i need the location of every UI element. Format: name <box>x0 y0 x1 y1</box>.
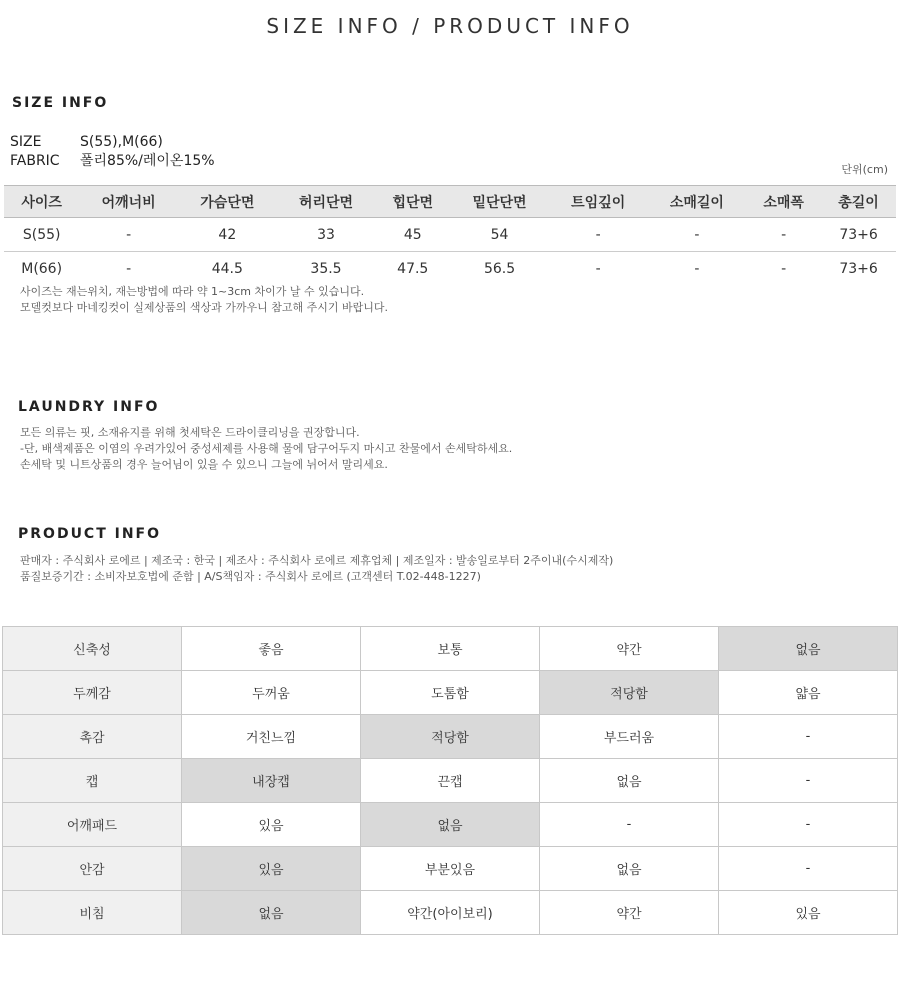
size-table-header-row <box>4 186 896 218</box>
feature-row <box>3 759 898 803</box>
feature-option-selected: 없음 <box>182 891 361 935</box>
feature-row <box>3 627 898 671</box>
feature-option-selected: 적당함 <box>361 715 540 759</box>
feature-option-selected: 적당함 <box>540 671 719 715</box>
size-note-line: 사이즈는 재는위치, 재는방법에 따라 약 1~3cm 차이가 날 수 있습니다. <box>20 285 365 298</box>
size-info-heading: SIZE INFO <box>12 95 109 111</box>
size-note-line: 모델컷보다 마네킹컷이 실제상품의 색상과 가까우니 참고해 주시기 바랍니다. <box>20 301 389 314</box>
size-value: S(55),M(66) <box>80 134 163 150</box>
feature-option: 없음 <box>540 759 719 803</box>
feature-option: 약간 <box>540 627 719 671</box>
table-cell: - <box>79 218 178 252</box>
feature-option-selected: 있음 <box>182 847 361 891</box>
fabric-value: 폴리85%/레이온15% <box>80 153 215 169</box>
feature-option: 좋음 <box>182 627 361 671</box>
size-label: SIZE <box>10 134 42 150</box>
table-cell: 44.5 <box>211 260 243 277</box>
size-table-header: 허리단면 <box>277 186 376 218</box>
feature-row <box>3 847 898 891</box>
table-cell: 33 <box>277 218 376 252</box>
feature-label: 비침 <box>3 891 182 935</box>
table-cell: 42 <box>178 218 277 252</box>
feature-option: 약간 <box>540 891 719 935</box>
feature-option-selected: 없음 <box>719 627 898 671</box>
feature-option: 부드러움 <box>540 715 719 759</box>
feature-option-selected: 내장캡 <box>182 759 361 803</box>
size-table-header: 소매폭 <box>746 186 821 218</box>
feature-option: 보통 <box>361 627 540 671</box>
feature-option-selected: 없음 <box>361 803 540 847</box>
size-table-header: 힙단면 <box>375 186 450 218</box>
feature-option: 끈캡 <box>361 759 540 803</box>
feature-option: 약간(아이보리) <box>361 891 540 935</box>
feature-option: - <box>719 759 898 803</box>
table-row <box>4 252 896 286</box>
page-title: SIZE INFO / PRODUCT INFO <box>266 14 634 38</box>
table-cell: 35.5 <box>310 260 342 277</box>
laundry-notes <box>20 425 512 473</box>
feature-row <box>3 671 898 715</box>
table-cell: - <box>781 260 787 277</box>
feature-option: 없음 <box>540 847 719 891</box>
feature-label: 신축성 <box>3 627 182 671</box>
laundry-line: 손세탁 및 니트상품의 경우 늘어님이 있을 수 있으니 그늘에 뉘어서 말리세요. <box>20 458 388 471</box>
size-table-header: 가슴단면 <box>178 186 277 218</box>
size-table <box>4 185 896 285</box>
fabric-label: FABRIC <box>10 153 60 169</box>
product-line: 판매자 : 주식회사 로에르 | 제조국 : 한국 | 제조사 : 주식회사 로에르 제휴업체 | 제조일자 : 발송일로부터 2주이내(수시제작) <box>20 554 614 567</box>
feature-option: - <box>719 715 898 759</box>
feature-option: 두꺼움 <box>182 671 361 715</box>
product-notes <box>20 553 613 585</box>
feature-label: 안감 <box>3 847 182 891</box>
feature-option: 있음 <box>182 803 361 847</box>
feature-option: 있음 <box>719 891 898 935</box>
laundry-line: -단, 배색제품은 이염의 우려가있어 중성세제를 사용해 물에 담구어두지 마시고 찬물에서 손세탁하세요. <box>20 442 513 455</box>
table-cell: S(55) <box>4 218 79 252</box>
table-row <box>4 218 896 252</box>
table-cell: - <box>549 218 648 252</box>
feature-option: - <box>719 847 898 891</box>
feature-option: 얇음 <box>719 671 898 715</box>
unit-note: 단위(cm) <box>841 163 888 176</box>
feature-label: 두께감 <box>3 671 182 715</box>
feature-option: 거친느낌 <box>182 715 361 759</box>
feature-option: 부분있음 <box>361 847 540 891</box>
table-cell: - <box>648 218 747 252</box>
feature-label: 촉감 <box>3 715 182 759</box>
table-cell: M(66) <box>21 260 63 277</box>
table-cell: 45 <box>375 218 450 252</box>
size-table-header: 트임깊이 <box>549 186 648 218</box>
size-table-header: 어깨너비 <box>79 186 178 218</box>
feature-option: - <box>540 803 719 847</box>
feature-label: 캡 <box>3 759 182 803</box>
table-cell: 54 <box>450 218 549 252</box>
table-cell: - <box>746 218 821 252</box>
product-line: 품질보증기간 : 소비자보호법에 준함 | A/S책임자 : 주식회사 로에르 (고객센터 T.02-448-1227) <box>20 570 481 583</box>
table-cell: 73+6 <box>821 218 896 252</box>
table-cell: 47.5 <box>397 260 429 277</box>
size-table-header: 사이즈 <box>4 186 79 218</box>
table-cell: 56.5 <box>483 260 516 277</box>
table-cell: - <box>694 260 700 277</box>
feature-row <box>3 803 898 847</box>
laundry-info-heading: LAUNDRY INFO <box>18 399 160 415</box>
size-spec-row <box>10 134 163 150</box>
table-cell: - <box>595 260 601 277</box>
feature-label: 어깨패드 <box>3 803 182 847</box>
feature-table <box>2 626 898 935</box>
table-cell: - <box>126 260 132 277</box>
laundry-line: 모든 의류는 핏, 소재유지를 위해 첫세탁은 드라이클리닝을 권장합니다. <box>20 426 360 439</box>
size-table-header: 총길이 <box>821 186 896 218</box>
feature-option: - <box>719 803 898 847</box>
feature-row <box>3 715 898 759</box>
feature-option: 도톰함 <box>361 671 540 715</box>
size-table-header: 밑단단면 <box>450 186 549 218</box>
size-table-header: 소매길이 <box>648 186 747 218</box>
table-cell: 73+6 <box>839 260 878 277</box>
fabric-spec-row <box>10 150 215 170</box>
product-info-heading: PRODUCT INFO <box>18 526 162 542</box>
size-notes <box>20 284 388 316</box>
feature-row <box>3 891 898 935</box>
